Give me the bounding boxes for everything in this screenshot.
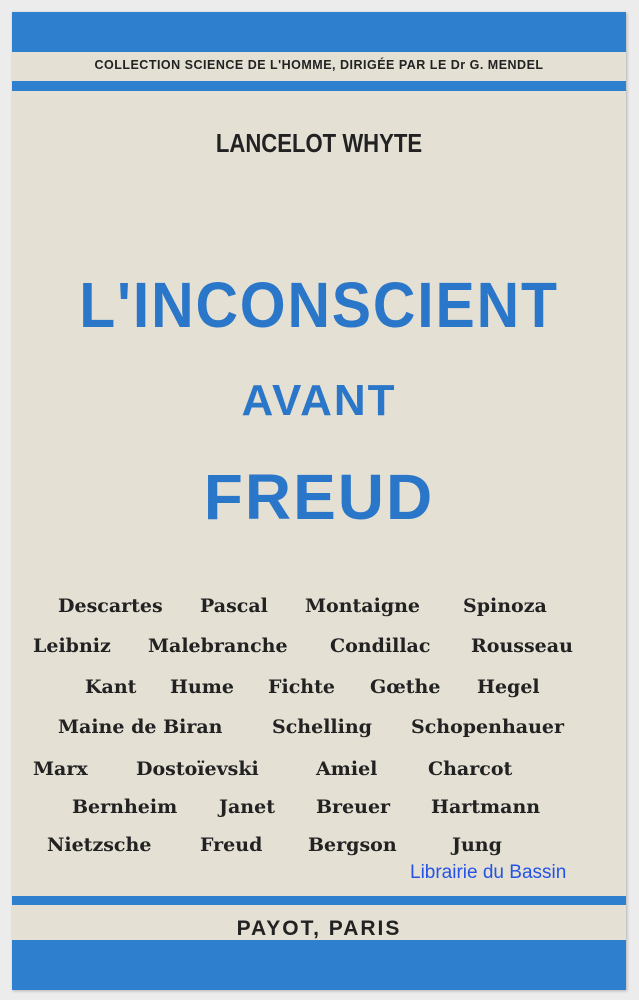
philosopher-name: Jung bbox=[452, 834, 502, 856]
top-blue-stripe bbox=[12, 81, 626, 91]
philosopher-name: Bernheim bbox=[72, 796, 178, 818]
philosopher-name: Kant bbox=[85, 676, 137, 698]
philosopher-name: Charcot bbox=[428, 758, 513, 780]
philosopher-name: Montaigne bbox=[305, 595, 421, 617]
philosopher-name: Janet bbox=[219, 796, 275, 818]
philosopher-name: Freud bbox=[200, 834, 263, 856]
philosopher-name: Hegel bbox=[477, 676, 540, 698]
title-line-3: FREUD bbox=[203, 461, 435, 533]
philosopher-name: Maine de Biran bbox=[58, 716, 223, 738]
bottom-blue-band bbox=[12, 940, 626, 990]
philosopher-name: Leibniz bbox=[33, 635, 111, 657]
philosopher-name: Pascal bbox=[200, 595, 268, 617]
philosopher-name: Malebranche bbox=[148, 635, 288, 657]
top-blue-band bbox=[12, 12, 626, 52]
philosopher-name: Dostoïevski bbox=[136, 758, 259, 780]
philosopher-name: Hume bbox=[170, 676, 234, 698]
bottom-blue-stripe bbox=[12, 896, 626, 905]
philosopher-name: Spinoza bbox=[463, 595, 547, 617]
publisher: PAYOT, PARIS bbox=[236, 917, 402, 940]
title-line-1: L'INCONSCIENT bbox=[79, 269, 559, 341]
philosopher-name: Schopenhauer bbox=[411, 716, 565, 738]
philosopher-name: Schelling bbox=[272, 716, 372, 738]
philosopher-name: Breuer bbox=[316, 796, 391, 818]
title-line-2: AVANT bbox=[241, 376, 397, 425]
philosopher-name: Fichte bbox=[268, 676, 335, 698]
philosopher-name: Marx bbox=[33, 758, 88, 780]
philosopher-name: Hartmann bbox=[431, 796, 541, 818]
philosopher-name: Rousseau bbox=[471, 635, 573, 657]
philosopher-name: Gœthe bbox=[370, 676, 441, 698]
author-name: LANCELOT WHYTE bbox=[215, 128, 423, 158]
philosopher-name: Condillac bbox=[330, 635, 431, 657]
philosopher-name: Amiel bbox=[316, 758, 378, 780]
philosopher-name: Bergson bbox=[308, 834, 397, 856]
collection-text: COLLECTION SCIENCE DE L'HOMME, DIRIGÉE PAR LE Dr G. MENDEL bbox=[94, 58, 544, 72]
philosopher-name: Descartes bbox=[58, 595, 163, 617]
philosopher-name: Nietzsche bbox=[47, 834, 152, 856]
watermark: Librairie du Bassin bbox=[410, 862, 567, 883]
